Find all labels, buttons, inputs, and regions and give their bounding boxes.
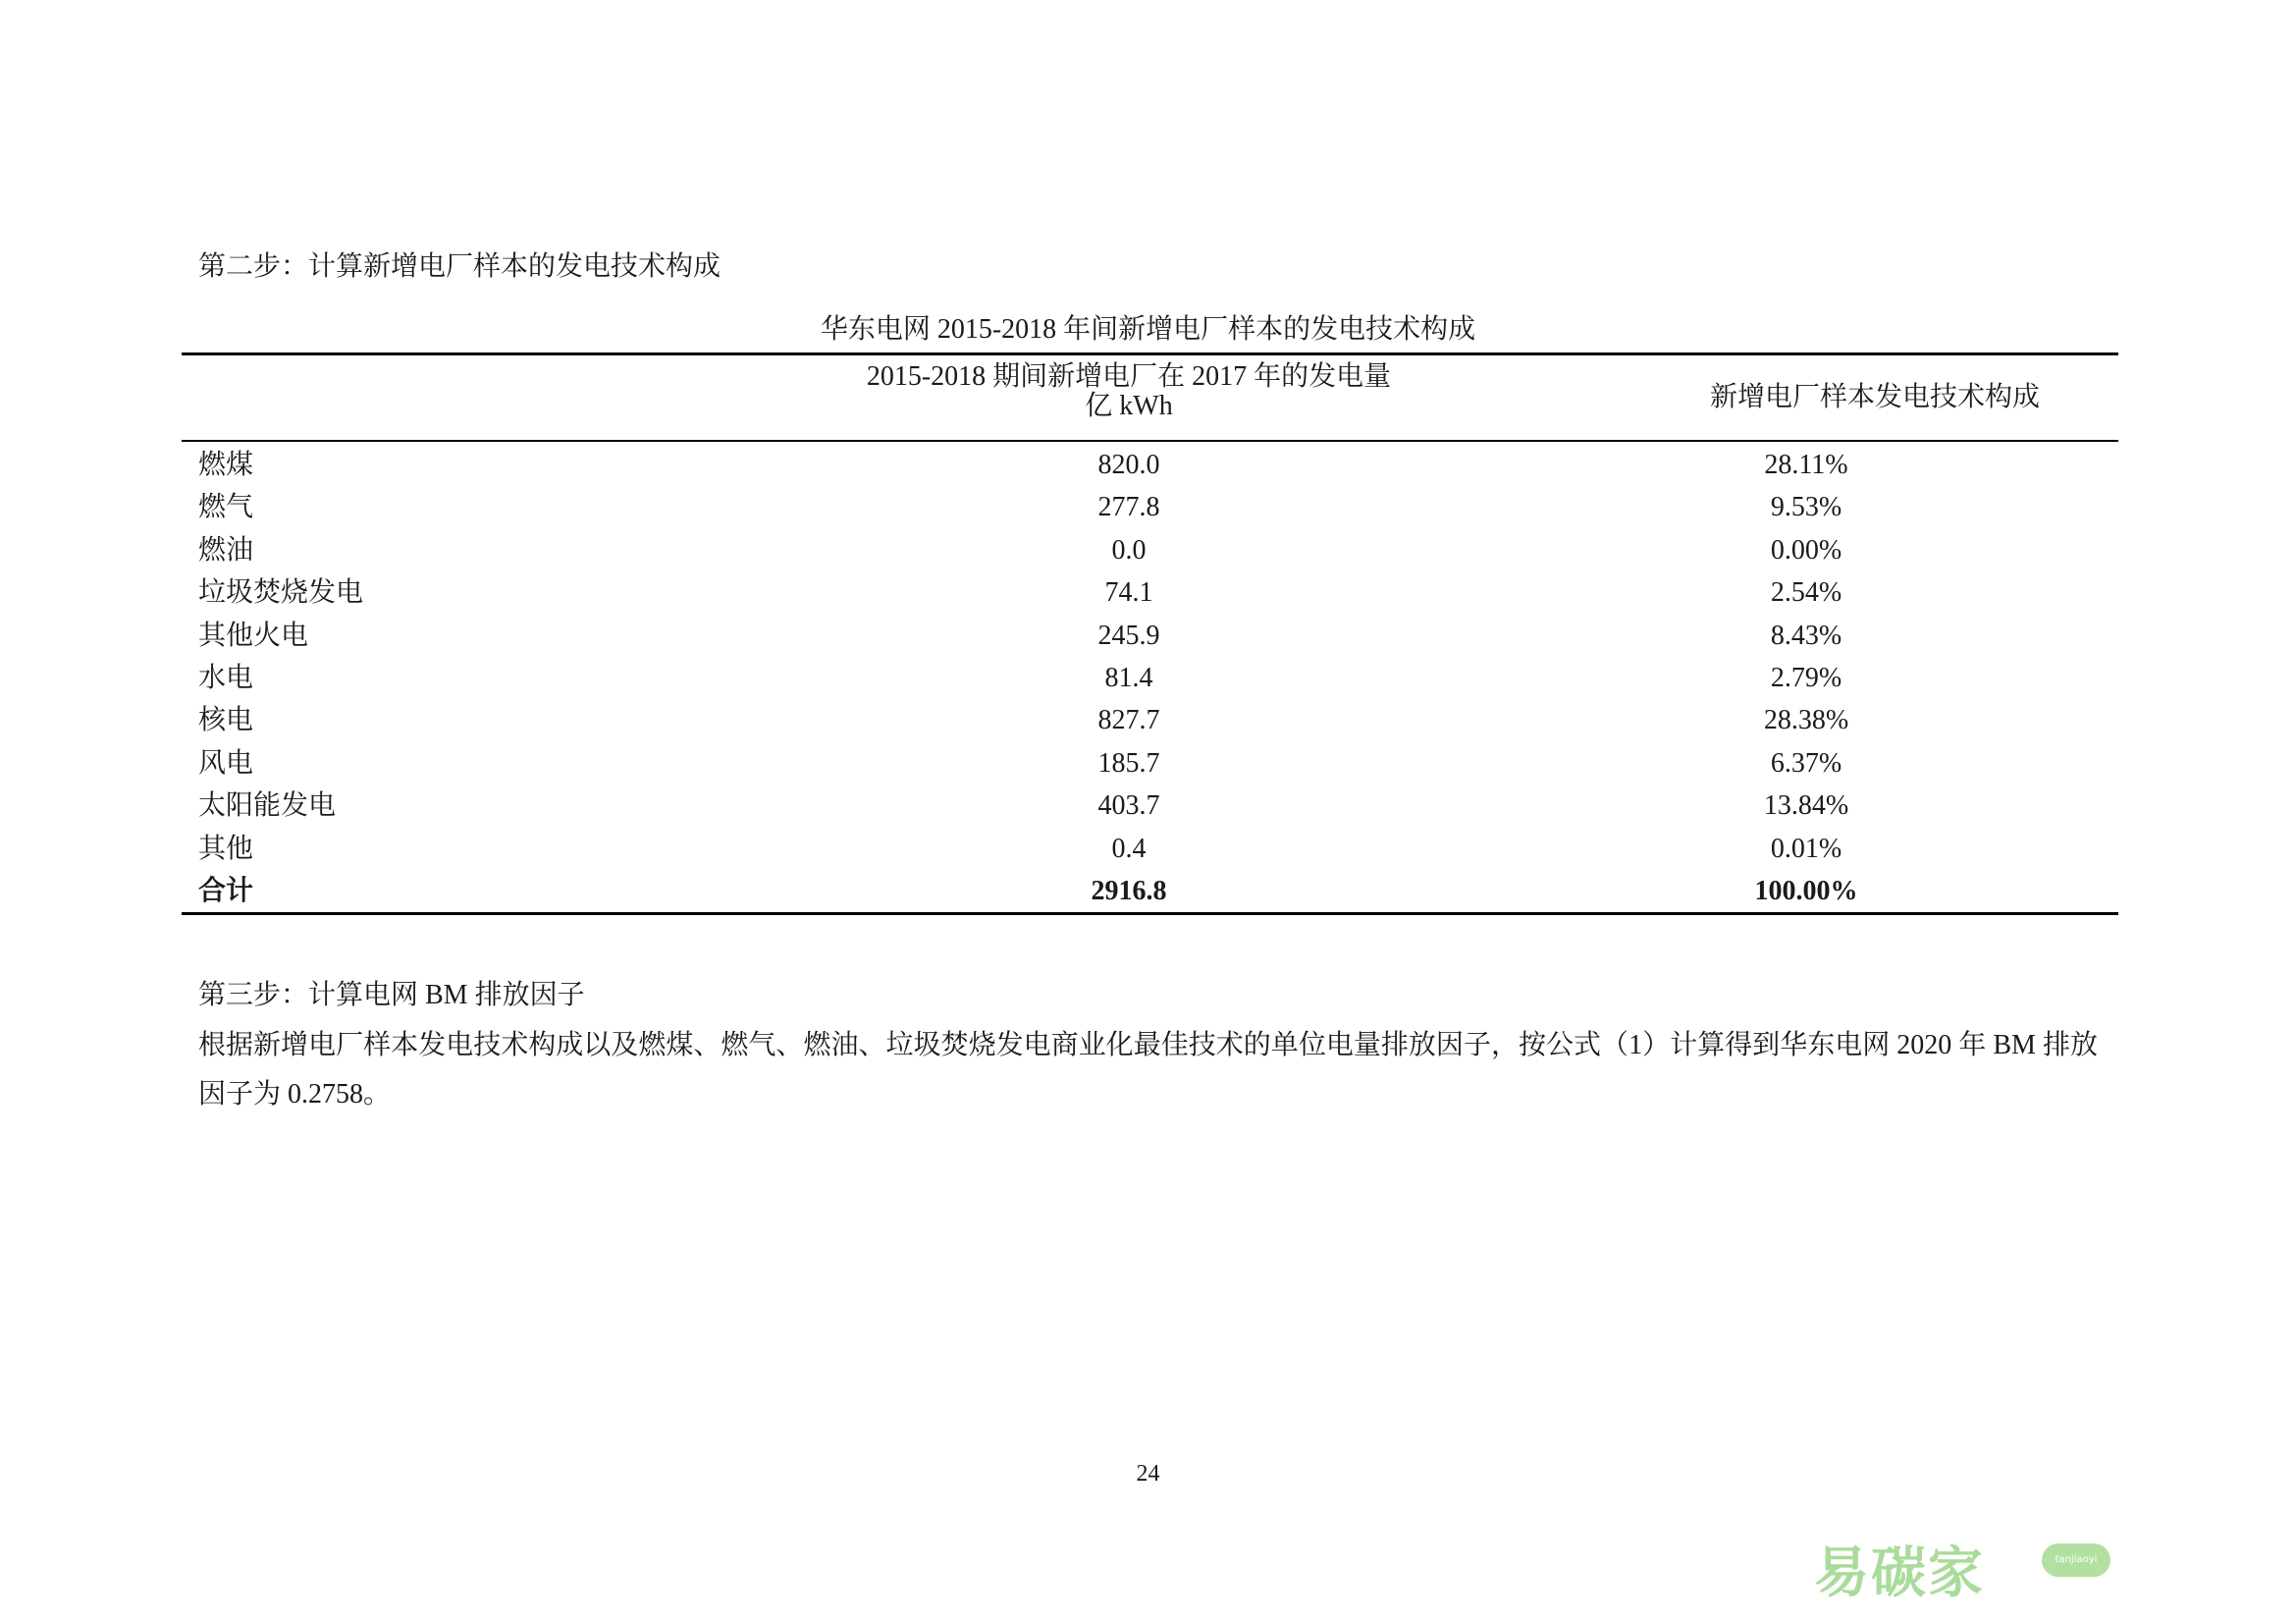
row-share: 2.54% (1770, 577, 1842, 609)
table-row (0, 657, 2296, 699)
row-generation: 277.8 (1097, 492, 1160, 523)
row-generation: 0.0 (1111, 534, 1147, 566)
table-bottom-rule (182, 912, 2118, 915)
watermark-text: 易碳家 (1814, 1542, 1985, 1605)
column-header-composition: 新增电厂样本发电技术构成 (1709, 382, 2040, 412)
table-row (0, 615, 2296, 657)
column-header-generation-unit: 亿 kWh (1085, 391, 1173, 421)
row-generation: 74.1 (1104, 577, 1153, 609)
total-label: 合计 (198, 875, 254, 906)
row-share: 8.43% (1770, 620, 1842, 651)
table-row (0, 785, 2296, 827)
row-generation: 81.4 (1104, 662, 1153, 693)
table-header-rule (182, 440, 2118, 442)
table-row (0, 828, 2296, 870)
table-total-row (0, 870, 2296, 912)
step3-body-paragraph: 根据新增电厂样本发电技术构成以及燃煤、燃气、燃油、垃圾焚烧发电商业化最佳技术的单位电量排放因子，按公式（1）计算得到华东电网 2020 年 BM 排放因子为 0.2758。 (198, 1030, 2098, 1110)
row-technology: 其他 (198, 833, 254, 864)
row-technology: 核电 (198, 705, 254, 736)
table-row (0, 699, 2296, 741)
row-technology: 燃油 (198, 534, 254, 566)
row-technology: 燃气 (198, 492, 254, 523)
row-generation: 0.4 (1111, 833, 1147, 864)
table-row (0, 742, 2296, 785)
table-row (0, 529, 2296, 571)
row-generation: 827.7 (1097, 705, 1160, 736)
watermark-badge: tanjiaoyi (2042, 1543, 2110, 1577)
table-caption: 华东电网 2015-2018 年间新增电厂样本的发电技术构成 (820, 314, 1476, 345)
table-row (0, 571, 2296, 614)
table-body (0, 444, 2296, 912)
row-share: 6.37% (1770, 747, 1842, 779)
table-row (0, 486, 2296, 528)
page-number: 24 (1136, 1461, 1160, 1487)
row-technology: 其他火电 (198, 620, 309, 651)
total-generation: 2916.8 (1091, 875, 1167, 906)
step2-heading: 第二步：计算新增电厂样本的发电技术构成 (198, 251, 721, 282)
row-technology: 燃煤 (198, 450, 254, 480)
row-share: 9.53% (1770, 492, 1842, 523)
row-generation: 245.9 (1097, 620, 1160, 651)
total-share: 100.00% (1754, 875, 1858, 906)
watermark-logo (1814, 1530, 2266, 1608)
row-generation: 403.7 (1097, 790, 1160, 822)
row-generation: 820.0 (1097, 450, 1160, 480)
row-share: 2.79% (1770, 662, 1842, 693)
step3-heading: 第三步：计算电网 BM 排放因子 (198, 980, 585, 1010)
row-share: 0.01% (1770, 833, 1842, 864)
row-generation: 185.7 (1097, 747, 1160, 779)
row-technology: 太阳能发电 (198, 790, 337, 822)
table-row (0, 444, 2296, 486)
row-share: 13.84% (1763, 790, 1849, 822)
row-technology: 垃圾焚烧发电 (198, 577, 364, 609)
row-share: 28.11% (1764, 450, 1848, 480)
row-technology: 风电 (198, 747, 254, 779)
row-technology: 水电 (198, 662, 254, 693)
row-share: 28.38% (1763, 705, 1849, 736)
column-header-generation-title: 2015-2018 期间新增电厂在 2017 年的发电量 (866, 361, 1392, 392)
row-share: 0.00% (1770, 534, 1842, 566)
